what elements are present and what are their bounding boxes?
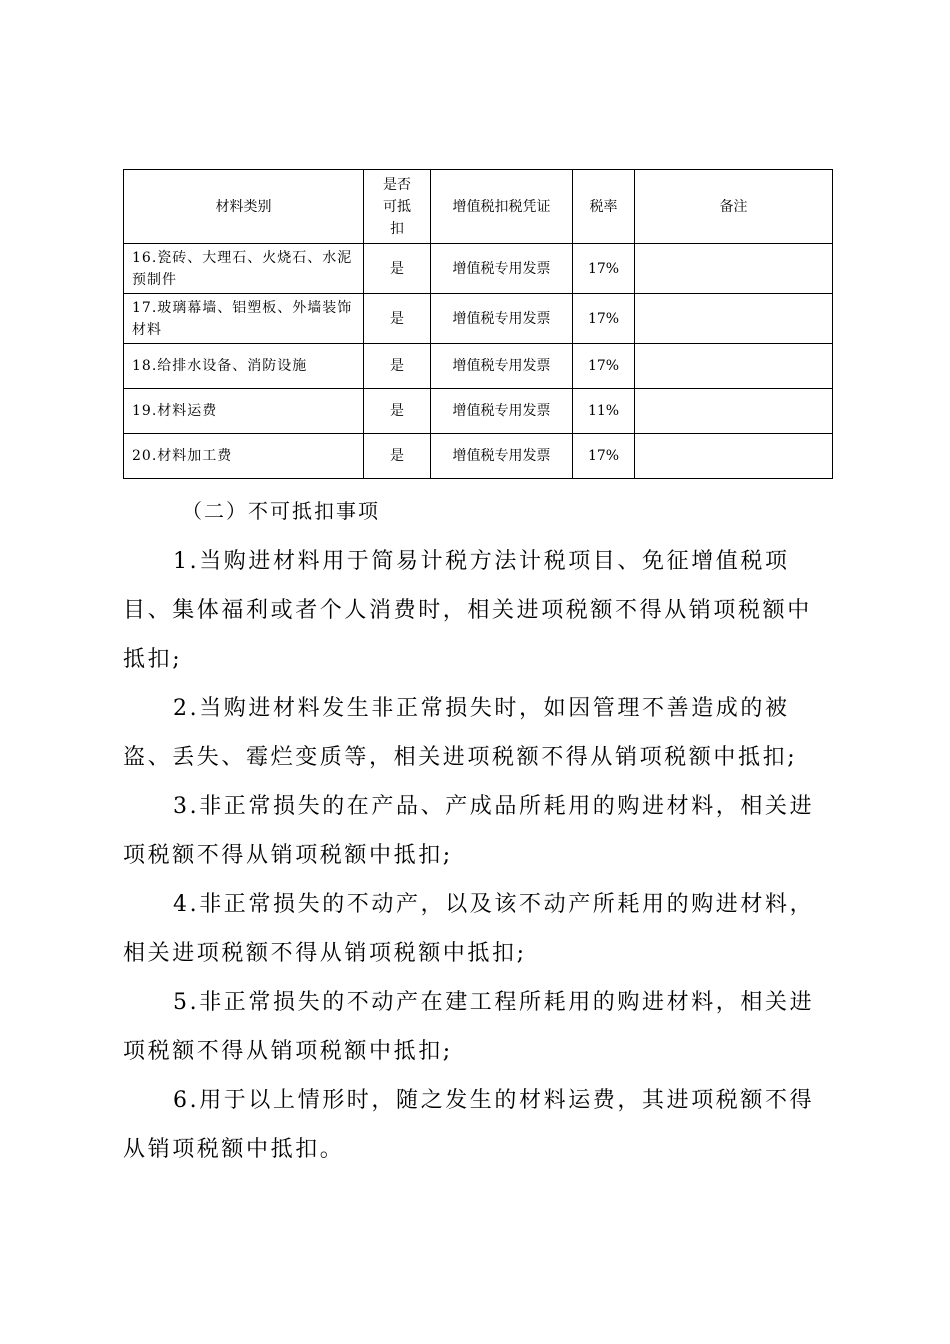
table-row [124, 294, 833, 344]
cell-category: 19.材料运费 [124, 389, 364, 434]
cell-category: 17.玻璃幕墙、铝塑板、外墙装饰材料 [124, 294, 364, 344]
list-item: 2.当购进材料发生非正常损失时，如因管理不善造成的被盗、丢失、霉烂变质等，相关进项税额不得从销项税额中抵扣; [123, 696, 798, 770]
cell-rate: 17% [573, 434, 635, 479]
cell-category: 18.给排水设备、消防设施 [124, 344, 364, 389]
cell-voucher: 增值税专用发票 [431, 344, 573, 389]
list-item: 1.当购进材料用于简易计税方法计税项目、免征增值税项目、集体福利或者个人消费时，相关进项税额不得从销项税额中抵扣; [123, 549, 812, 672]
header-rate: 税率 [573, 170, 635, 244]
table-row [124, 344, 833, 389]
cell-voucher: 增值税专用发票 [431, 244, 573, 294]
section-heading: （二）不可抵扣事项 [182, 499, 380, 523]
list-item: 3.非正常损失的在产品、产成品所耗用的购进材料，相关进项税额不得从销项税额中抵扣; [123, 794, 815, 868]
header-remark: 备注 [635, 170, 833, 244]
header-deductible [364, 170, 431, 244]
cell-deductible: 是 [364, 389, 431, 434]
cell-category: 16.瓷砖、大理石、火烧石、水泥预制件 [124, 244, 364, 294]
header-voucher: 增值税扣税凭证 [431, 170, 573, 244]
list-item: 4.非正常损失的不动产，以及该不动产所耗用的购进材料，相关进项税额不得从销项税额中抵扣; [123, 892, 815, 966]
cell-remark [635, 389, 833, 434]
cell-remark [635, 294, 833, 344]
cell-deductible: 是 [364, 434, 431, 479]
material-tax-table [123, 169, 833, 479]
header-category: 材料类别 [124, 170, 364, 244]
cell-rate: 17% [573, 294, 635, 344]
cell-deductible: 是 [364, 344, 431, 389]
non-deductible-list [123, 537, 832, 1174]
table-row [124, 434, 833, 479]
list-item: 5.非正常损失的不动产在建工程所耗用的购进材料，相关进项税额不得从销项税额中抵扣; [123, 990, 815, 1064]
list-item: 6.用于以上情形时，随之发生的材料运费，其进项税额不得从销项税额中抵扣。 [123, 1088, 815, 1162]
cell-voucher: 增值税专用发票 [431, 434, 573, 479]
cell-remark [635, 434, 833, 479]
cell-deductible: 是 [364, 244, 431, 294]
cell-remark [635, 244, 833, 294]
cell-remark [635, 344, 833, 389]
cell-voucher: 增值税专用发票 [431, 389, 573, 434]
cell-rate: 17% [573, 344, 635, 389]
header-deductible-label: 是否可抵扣 [383, 176, 411, 237]
table-row [124, 389, 833, 434]
table-header-row [124, 170, 833, 244]
cell-voucher: 增值税专用发票 [431, 294, 573, 344]
cell-rate: 17% [573, 244, 635, 294]
cell-category: 20.材料加工费 [124, 434, 364, 479]
cell-deductible: 是 [364, 294, 431, 344]
table-row [124, 244, 833, 294]
cell-rate: 11% [573, 389, 635, 434]
